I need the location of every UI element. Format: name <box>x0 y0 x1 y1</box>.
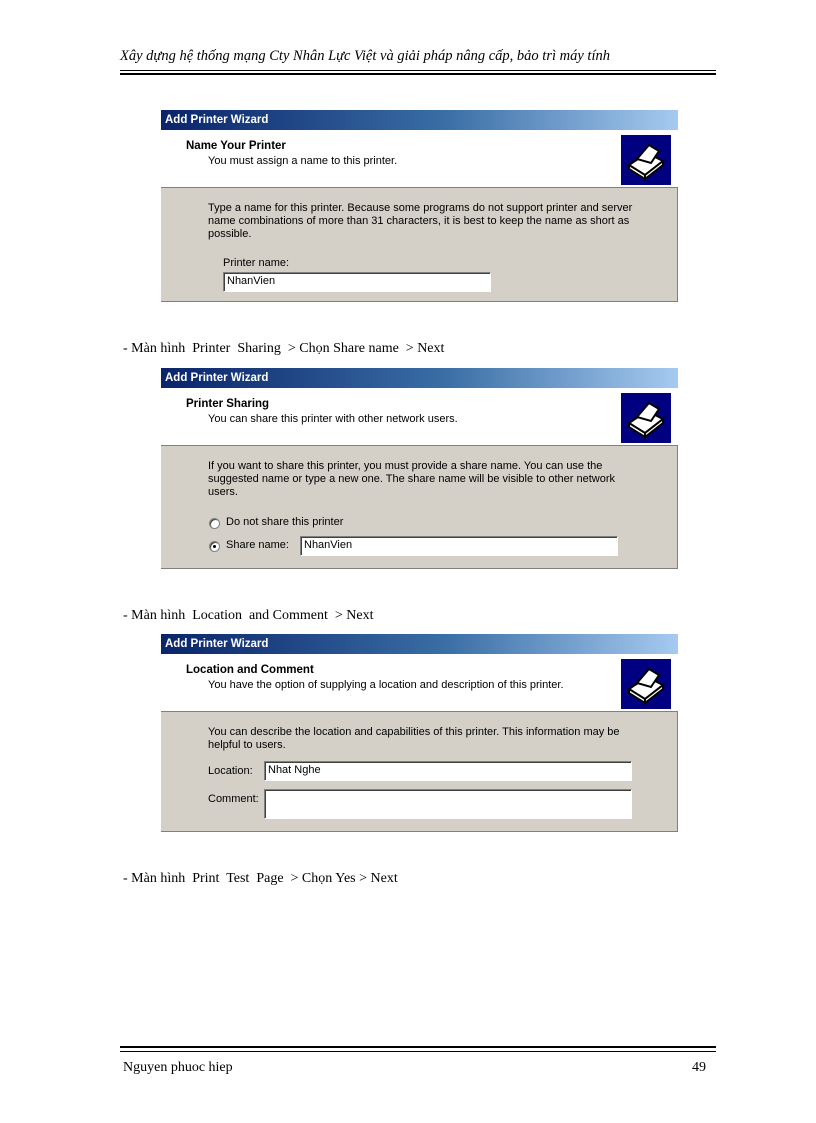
instruction-text: Type a name for this printer. Because some programs do not support printer and server name combinations of more than 31 characters, it is best to keep the name as short as possible. <box>208 202 633 240</box>
add-printer-wizard-location <box>161 634 678 832</box>
instruction-text: You can describe the location and capabilities of this printer. This information may be helpful to users. <box>208 726 620 751</box>
location-input[interactable]: Nhat Nghe <box>264 761 632 781</box>
printer-name-input[interactable]: NhanVien <box>223 272 491 292</box>
wizard-heading: Printer Sharing <box>186 398 270 410</box>
caption-location-comment: - Màn hình Location and Comment > Next <box>123 608 374 623</box>
wizard-subheading: You have the option of supplying a location and description of this printer. <box>208 679 564 691</box>
wizard-heading: Location and Comment <box>186 664 314 676</box>
wizard-subheading: You can share this printer with other network users. <box>208 413 458 425</box>
printer-name-label-text: Printer name: <box>223 257 290 269</box>
add-printer-wizard-name <box>161 110 678 302</box>
caption-print-test-page: - Màn hình Print Test Page > Chọn Yes > Next <box>123 871 398 886</box>
dialog-titlebar: Add Printer Wizard <box>161 634 678 654</box>
printer-icon <box>621 659 671 709</box>
instruction-text: If you want to share this printer, you must provide a share name. You can use the suggested name or type a new one. The share name will be visible to other network users. <box>208 460 616 498</box>
no-share-label[interactable]: Do not share this printer <box>226 516 344 528</box>
wizard-header <box>161 388 678 446</box>
header-rule-thick <box>120 73 716 75</box>
wizard-heading: Name Your Printer <box>186 140 286 152</box>
printer-name-label <box>223 257 289 269</box>
caption-printer-sharing: - Màn hình Printer Sharing > Chọn Share name > Next <box>123 341 445 356</box>
share-name-input[interactable]: NhanVien <box>300 536 618 556</box>
printer-icon <box>621 393 671 443</box>
location-label: Location: <box>208 765 253 777</box>
header-rule <box>120 70 716 71</box>
dialog-titlebar: Add Printer Wizard <box>161 368 678 388</box>
comment-input[interactable] <box>264 789 632 819</box>
footer-rule-thick <box>120 1046 716 1048</box>
footer-author: Nguyen phuoc hiep <box>123 1060 233 1075</box>
footer-rule <box>120 1051 716 1052</box>
add-printer-wizard-sharing <box>161 368 678 569</box>
share-name-label[interactable]: Share name: <box>226 539 289 551</box>
dialog-titlebar: Add Printer Wizard <box>161 110 678 130</box>
page-header-title: Xây dựng hệ thống mạng Cty Nhân Lực Việt và giải pháp nâng cấp, bảo trì máy tính <box>120 48 610 64</box>
comment-label: Comment: <box>208 793 259 805</box>
share-name-radio[interactable] <box>209 541 220 552</box>
no-share-radio[interactable] <box>209 518 220 529</box>
printer-icon <box>621 135 671 185</box>
page-number: 49 <box>692 1060 706 1075</box>
wizard-header <box>161 130 678 188</box>
wizard-subheading: You must assign a name to this printer. <box>208 155 398 167</box>
wizard-header <box>161 654 678 712</box>
